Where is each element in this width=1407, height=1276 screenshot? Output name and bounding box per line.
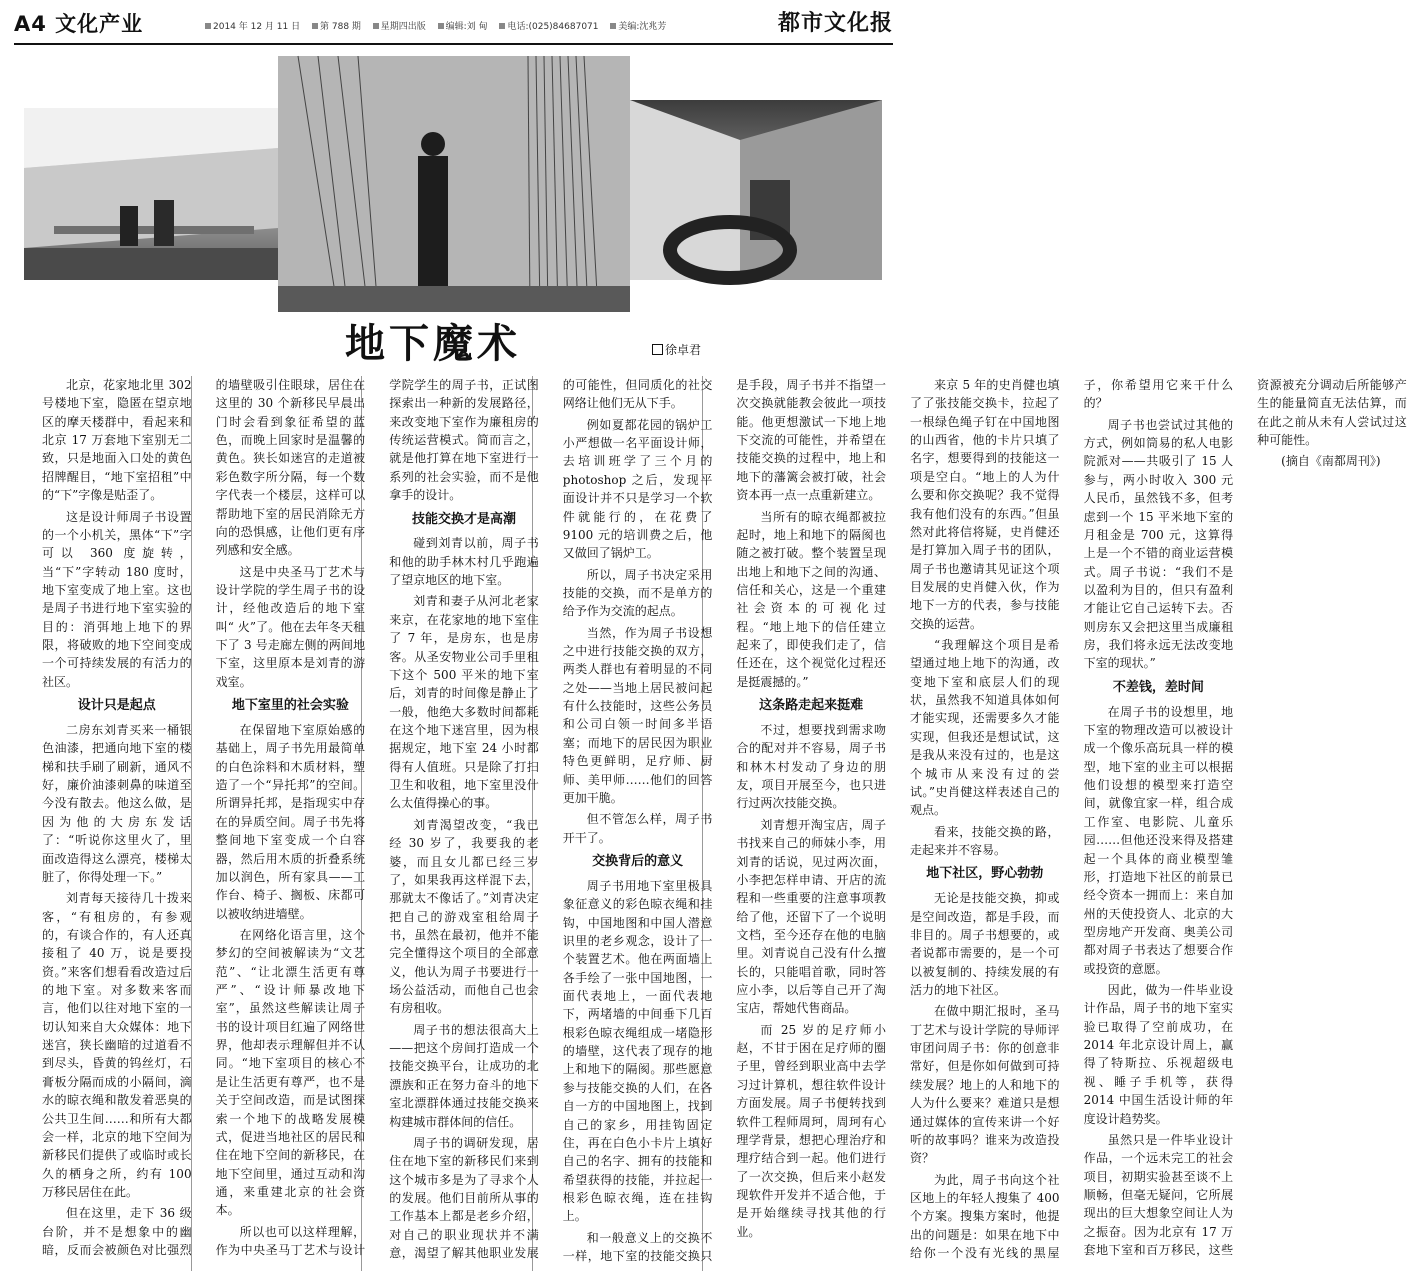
article-paragraph: 当然，作为周子书设想之中进行技能交换的双方，两类人群也有着明显的不同之处——当地上居民被问起有什么技能时，这些公务员和公司白领一时间多半语塞；而地下的居民因为职业特色更鲜明，足疗师、厨师、美甲师……他们的回答更加干脆。 (562, 625, 713, 805)
byline-author: 徐卓君 (665, 343, 702, 357)
section-heading: 技能交换才是高潮 (411, 511, 516, 527)
meta-designer: 美编:沈兆芳 (610, 22, 666, 32)
article-paragraph: 这是设计师周子书设置的一个小机关，黑体“下”字可以 360 度旋转，当“下”字转动 180 度时，地下室变成了地上室。这也是周子书进行地下室实验的目的：消弭地上地下的界限，将破败的地下空间变成一个可持续发展的有活力的社区。 (42, 509, 192, 689)
meta-phone: 电话:(025)84687071 (499, 22, 598, 32)
article-paragraph: 而 25 岁的足疗师小赵，不甘于困在足疗师的圈子里，曾经到职业高中去学习过计算机，想往软件设计方面发展。周子书便转找到软件工程师周珂，周珂有心理学背景，想把心理治疗和理疗结合到一起。他们进行了一次交换，但后来小赵发现软件开发并不适合他，于是开始继续寻找其他的行业。 (736, 1022, 886, 1239)
article-paragraph: 在周子书的设想里，地下室的物理改造可以被设计成一个像乐高玩具一样的模型，地下室的业主可以根据他们设想的模型来打造空间，就像宜家一样，组合成工作室、电影院、儿童乐园……但他还没来得及搭建起一个具体的商业模型雏形，打造地下社区的前景已经令资本一拥而上：来自加州的天使投资人、北京的大型房地产开发商、奥美公司都对周子书表达了想要合作或投资的意愿。 (1083, 704, 1234, 976)
newspaper-brand: 都市文化报 (777, 11, 893, 36)
article-paragraph: 刘青渴望改变，“我已经 30 岁了，我要我的老婆，而且女儿都已经三岁了，如果我再这样混下去，那就太不像话了。”刘青决定把自己的游戏室租给周子书，虽然在最初，他并不能完全懂得这个项目的全部意义，他认为周子书要进行一场公益活动，而他自己也会有房租收。 (389, 817, 539, 1016)
section-heading: 设计只是起点 (77, 698, 156, 714)
article-paragraph: 这是中央圣马丁艺术与设计学院的学生周子书的设计，经他改造后的地下室叫“ 火”了。他在去年冬天租下了 3 号走廊左侧的两间地下室，这里原本是刘青的游戏室。 (215, 564, 366, 689)
article-paragraph: 在网络化语言里，这个梦幻的空间被解读为“文艺范”、“让北漂生活更有尊严”、“设计师暴改地下室”，虽然这些解读让周子书的设计项目红遍了网络世界，他却表示理解但并不认同。“地下室项目的核心不是让生活更有尊严，也不是关于空间改造，而是试图探索一个地下的战略发展模式，促进当地社区的居民和住在地下空间的新移民，在地下空间里，通过互动和沟通，来重建北京的社会资本。 (215, 927, 366, 1218)
meta-date: 2014 年 12 月 11 日 (205, 22, 300, 32)
article-paragraph: “我理解这个项目是希望通过地上地下的沟通，改变地下室和底层人们的现状，虽然我不知道具体如何才能实现，还需要多久才能实现，但我还是想试试，这是我从来没有过的，也是这个城市从来没有过的尝试。”史肖健这样表述自己的观点。 (909, 638, 1060, 818)
section-heading: 不差钱，差时间 (1112, 679, 1204, 695)
header-rule (14, 43, 893, 45)
article-paragraph: 但在这里，走下 36 级台阶，并不是想象中的幽暗，反而会被颜色对比强烈的墙壁吸引住眼球，居住在这里的 30 个新移民早晨出门时会看到象征希望的蓝色，而晚上回家时是温馨的黄色。狭长如迷宫的走道被彩色数字所分隔，每一个数字代表一个楼层，这样可以帮助地下室的居民消除无方向的恐惧感，让他们更有序列感和安全感。 (42, 378, 366, 1258)
article-paragraph: 刘青每天接待几十拨来客，“有租房的，有参观的，有谈合作的，有人还真接租了 40 万，说是要投资。”来客们想看看改造过后的地下室。对多数来客而言，他们以往对地下室的一切认知来自大众媒体：地下迷宫，狭长幽暗的过道看不到尽头，昏黄的钨丝灯，石膏板分隔而成的小隔间，滴水的晾衣绳和散发着恶臭的公共卫生间……和所有大都会一样，北京的地下空间为新移民们提供了或临时或长久的栖身之所，约有 100 万移民居住在此。 (42, 891, 192, 1199)
photo-left (24, 108, 278, 280)
meta-editor: 编辑:刘 甸 (438, 22, 488, 32)
photo-right (630, 100, 882, 280)
article-paragraph: 刘青和妻子从河北老家来京，在花家地的地下室住了 7 年，是房东，也是房客。从圣安物业公司手里租下这个 500 平米的地下室后，刘青的时间像是静止了一般，他绝大多数时间都耗在这个地下迷宫里，因为根据规定，地下室 24 小时都得有人值班。只是除了打扫卫生和收租，地下室里没什么太值得操心的事。 (389, 594, 539, 811)
article-paragraph: 和一般意义上的交换不一样，地下室的技能交换只是手段，周子书并不指望一次交换就能教会彼此一项技能。他更想激试一下地上地下交流的可能性，并希望在技能交换的过程中，地上和地下的藩篱会被打破，社会资本再一点一点重新建立。 (562, 378, 886, 1264)
article-paragraph: 无论是技能交换，抑或是空间改造，都是手段，而非目的。周子书想要的，或者说都市需要的，是一个可以被复制的、持续发展的有活力的地下社区。 (909, 891, 1060, 998)
article-paragraph: 周子书的调研发现，居住在地下室的新移民们来到这个城市多是为了寻求个人的发展。他们目前所从事的工作基本上都是老乡介绍，对自己的职业现状并不满意，渴望了解其他职业发展的可能性，但同质化的社交网络让他们无从下手。 (389, 378, 713, 1261)
meta-issue: 第 788 期 (312, 22, 361, 32)
photo-center (278, 56, 630, 312)
section-heading: 这条路走起来挺难 (759, 698, 864, 714)
section-heading: 地下室里的社会实验 (231, 698, 349, 714)
article-paragraph: 在做中期汇报时，圣马丁艺术与设计学院的导师评审团问周子书：你的创意非常好，但是你如何做到可持续发展？地上的人和地下的人为什么要来？难道只是想通过媒体的宣传来讲一个好听的故事吗？谁来为改造投资？ (909, 1004, 1060, 1166)
article-paragraph: 周子书用地下室里极具象征意义的彩色晾衣绳和挂钩，中国地图和中国人潜意识里的老乡观念，设计了一个装置艺术。他在两面墙上各手绘了一张中国地图，一面代表地上，一面代表地下，两堵墙的中间垂下几百根彩色晾衣绳组成一堵隐形的墙壁，这代表了现存的地上和地下的隔阂。那些愿意参与技能交换的人们，在各自一方的中国地图上，找到自己的家乡，用挂钩固定住，再在白色小卡片上填好自己的名字、拥有的技能和希望获得的技能，并拉起一根彩色晾衣绳，连在挂钩上。 (562, 878, 713, 1224)
page-header (0, 0, 907, 44)
article-body (42, 376, 1407, 1276)
article-paragraph: 在保留地下室原始感的基础上，周子书先用最简单的白色涂料和木质材料，塑造了一个“异托邦”的空间。所谓异托邦，是指现实中存在的异质空间。周子书先将整间地下室变成一个白容器，然后用木质的折叠系统加以润色，所有家具——工作台、椅子、搁板、床都可以被收纳进墙壁。 (215, 722, 366, 921)
article-paragraph: 二房东刘青买来一桶银色油漆，把通向地下室的楼梯和扶手刷了刷新，通风不好，廉价油漆刺鼻的味道至今没有散去。他这么做，是因为他的大房东发话了：“听说你这里火了，里面改造得这么漂亮，楼梯太脏了，你得处理一下。” (42, 722, 192, 884)
issue-meta (205, 19, 675, 32)
article-paragraph: 周子书也尝试过其他的方式，例如筒易的私人电影院派对——共吸引了 15 人参与，两小时收入 300 元人民币，虽然钱不多，但考虑到一个 15 平米地下室的月租金是 700 元，这算得上是一个不错的商业运营模式。周子书说：“我们不是以盈利为目的，但只有盈利才能让它自己运转下去。否则房东又会把这里当成廉租房，我们将永远无法改变地下室的现状。” (1083, 417, 1234, 671)
article-paragraph: 虽然只是一件毕业设计作品，一个远未完工的社会项目，初期实验甚至谈不上顺畅，但毫无疑问，它所展现出的巨大想象空间让人为之振奋。因为北京有 17 万套地下室和百万移民，这些资源被充分调动后所能够产生的能量简直无法估算，而在此之前从未有人尝试过这种可能性。 (1083, 378, 1407, 1258)
article-byline (652, 341, 701, 358)
article-paragraph: 碰到刘青以前，周子书和他的助手林木村几乎跑遍了望京地区的地下室。 (389, 536, 539, 588)
article-paragraph: 为此，周子书向这个社区地上的年轻人搜集了 400 个方案。搜集方案时，他提出的问题是：如果在地下中给你一个没有光线的黑屋子，你希望用它来干什么的？ (909, 378, 1234, 1261)
article-paragraph: 当所有的晾衣绳都被拉起时，地上和地下的隔阂也随之被打破。整个装置呈现出地上和地下之间的沟通、信任和关心，这是一个重建社会资本的可视化过程。“地上地下的信任建立起来了，即使我们走了，信任还在，这个视觉化过程还是挺震撼的。” (736, 509, 886, 689)
page-section-label: A4 文化产业 (14, 12, 144, 36)
article-title: 地下魔术 (345, 321, 521, 367)
article-paragraph: 因此，做为一件毕业设计作品，周子书的地下室实验已取得了空前成功，在 2014 年北京设计周上，赢得了特斯拉、乐视超级电视、睡子手机等，获得 2014 中国生活设计师的年度设计趋势奖。 (1083, 983, 1234, 1126)
article-paragraph: 看来，技能交换的路，走起来并不容易。 (909, 824, 1060, 857)
section-heading: 地下社区，野心勃勃 (926, 866, 1044, 882)
article-paragraph: (摘自《南都周刊》) (1281, 454, 1381, 469)
article-paragraph: 刘青想开淘宝店，周子书找来自己的师妹小李，用刘青的话说，见过两次面，小李把怎样申请、开店的流程和一些重要的注意事项教给了他，还留下了一个说明文档，至今还存在他的电脑里。刘青说自己没有什么擅长的，只能唱首歌，同时答应小李，以后等自己开了淘宝店，帮她代售商品。 (736, 817, 886, 1016)
article-paragraph: 来京 5 年的史肖健也填了了张技能交换卡，拉起了一根绿色绳子钉在中国地图的山西省，他的卡片只填了名字，想要得到的技能这一项是空白。“地上的人为什么要和你交换呢？我不觉得我有他们没有的东西。”但虽然对此将信将疑，史肖健还是打算加入周子书的团队，周子书也邀请其见证这个项目发展的史肖健入伙，作为地下一方的代表，参与技能交换的运营。 (909, 378, 1060, 631)
article-paragraph: 周子书的想法很高大上——把这个房间打造成一个技能交换平台，让成功的北漂族和正在努力奋斗的地下室北漂群体通过技能交换来构建城市群体间的信任。 (389, 1022, 539, 1129)
article-paragraph: 但不管怎么样，周子书开干了。 (562, 812, 713, 845)
article-paragraph: 所以，周子书决定采用技能的交换，而不是单方的给予作为交流的起点。 (562, 567, 713, 619)
article-paragraph: 例如夏都花园的锅炉工小严想做一名平面设计师，去培训班学了三个月的 photoshop 之后，发现平面设计并不只是学习一个软件就能行的，在花费了 9100 元的培训费之后，他又做回了锅炉工。 (562, 417, 713, 561)
article-paragraph: 北京，花家地北里 302 号楼地下室，隐匿在望京地区的摩天楼群中，看起来和北京 17 万套地下室别无二致，只是地面入口处的黄色招牌醒目，“地下室招租”中的“下”字像是贴歪了。 (42, 378, 192, 503)
article-paragraph: 所以也可以这样理解，作为中央圣马丁艺术与设计学院学生的周子书，正试图探索出一种新的发展路径，来改变地下室作为廉租房的传统运营模式。简而言之，就是他打算在地下室进行一系列的社会实验，而不是他拿手的设计。 (215, 378, 539, 1258)
meta-weekday: 星期四出版 (373, 22, 426, 32)
section-heading: 交换背后的意义 (592, 853, 684, 869)
article-paragraph: 不过，想要找到需求吻合的配对并不容易，周子书和林木村发动了身边的朋友，项目开展至今，也只进行过两次技能交换。 (736, 722, 886, 811)
